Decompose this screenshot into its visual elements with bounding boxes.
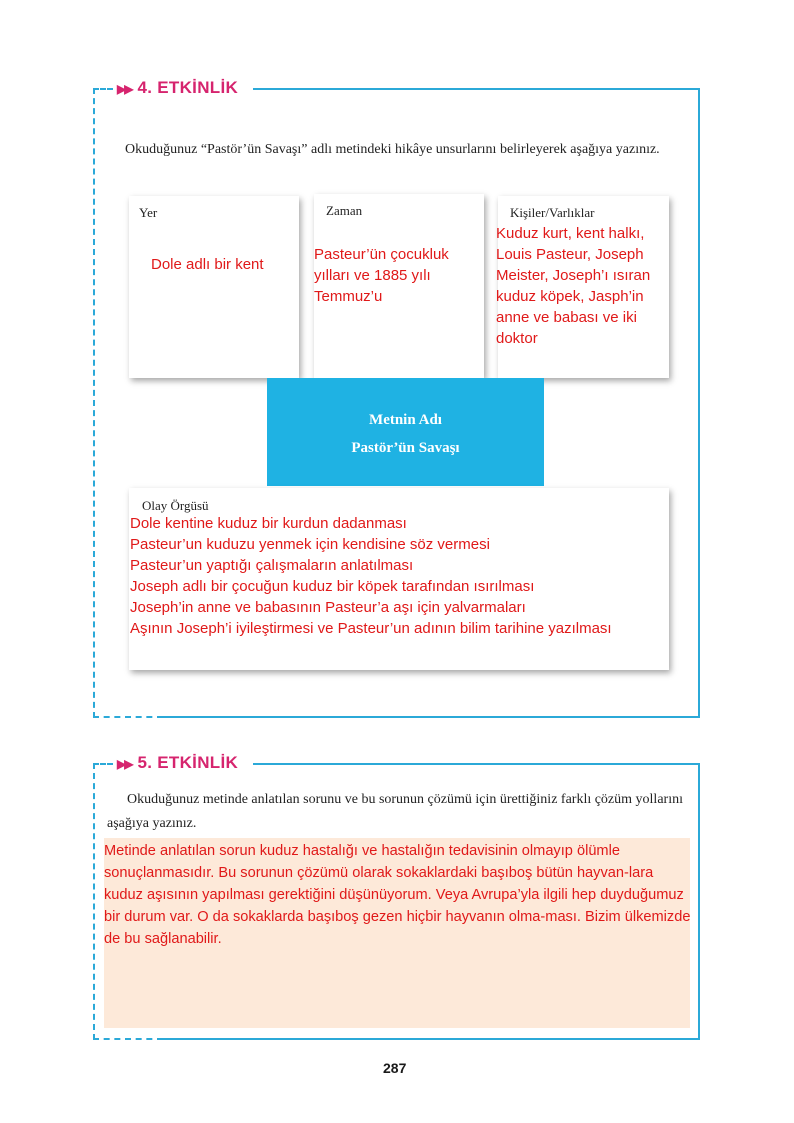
activity4-instruction: Okuduğunuz “Pastör’ün Savaşı” adlı metindeki hikâye unsurlarını belirleyerek aşağıya yazınız. [125,142,660,157]
characters-answer: Kuduz kurt, kent halkı, Louis Pasteur, Joseph Meister, Joseph’ı ısıran kuduz köpek, Jasph’in anne ve babası ve iki doktor [496,225,651,347]
time-card [314,194,484,378]
double-chevron-icon: ▶▶ [117,757,132,771]
place-answer: Dole adlı bir kent [151,256,264,273]
text-title-value: Pastör’ün Savaşı [351,440,460,456]
plot-item: Dole kentine kuduz bir kurdun dadanması [130,515,407,532]
double-chevron-icon: ▶▶ [117,82,132,96]
page-number: 287 [383,1060,407,1076]
plot-item: Aşının Joseph’i iyileştirmesi ve Pasteur’un adının bilim tarihine yazılması [130,620,612,637]
activity5-instruction: Okuduğunuz metinde anlatılan sorunu ve bu sorunun çözümü için ürettiğiniz farklı çözüm yollarını aşağıya yazınız. [107,792,683,831]
activity5-answer: Metinde anlatılan sorun kuduz hastalığı ve hastalığın tedavisinin olmayıp ölümle sonuçlanmasıdır. Bu sorunun çözümü olarak sokaklardaki başıboş bütün hayvan-lara kuduz aşısının yapılması gerektiğini düşünüyorum. Veya Avrupa’yla ilgili hep duyduğumuz bir durum var. O da sokaklarda başıboş gezen hiçbir hayvanın olma-ması. Bizim ülkemizde de bu sağlanabilir. [104,843,691,947]
place-label: Yer [139,205,158,220]
activity5-answer-box [104,838,690,1028]
plot-item: Joseph adlı bir çocuğun kuduz bir köpek tarafından ısırılması [130,578,535,595]
plot-item: Pasteur’un yaptığı çalışmaların anlatılması [130,557,414,574]
time-answer: Pasteur’ün çocukluk yılları ve 1885 yılı Temmuz’u [314,246,449,305]
characters-card [498,196,669,378]
plot-card [129,488,669,670]
place-card [129,196,299,378]
text-title-label: Metnin Adı [369,412,442,428]
activity4-heading: ▶▶ 4. ETKİNLİK [113,78,242,98]
time-label: Zaman [326,203,363,218]
plot-list [130,513,670,639]
plot-label: Olay Örgüsü [142,498,209,513]
plot-item: Joseph’in anne ve babasının Pasteur’a aşı için yalvarmaları [130,599,526,616]
activity5-heading: ▶▶ 5. ETKİNLİK [113,753,242,773]
characters-label: Kişiler/Varlıklar [510,205,595,220]
plot-item: Pasteur’un kuduzu yenmek için kendisine söz vermesi [130,536,490,553]
text-title-box [267,378,544,486]
